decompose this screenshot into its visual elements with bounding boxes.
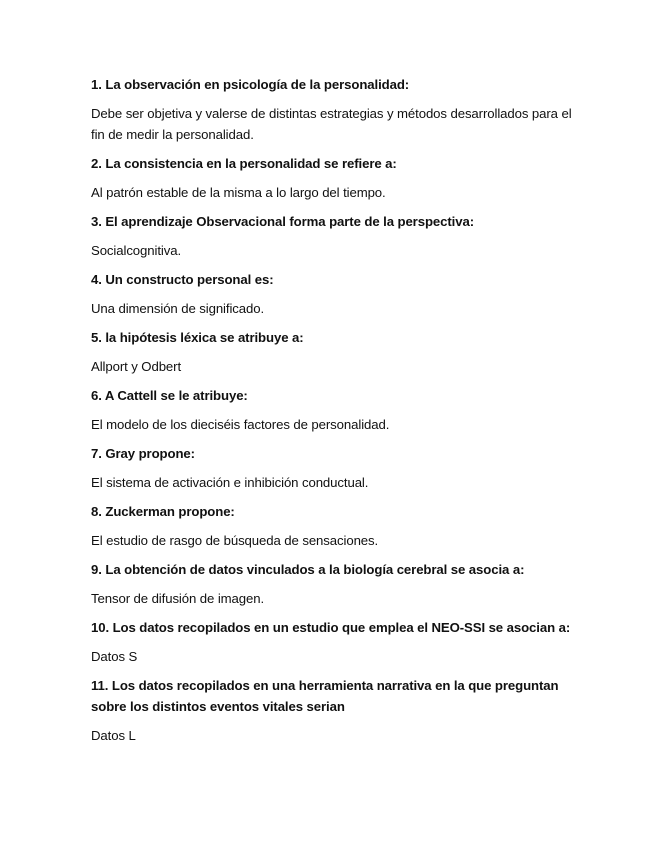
qa-item-8 xyxy=(91,501,581,551)
answer-7: El sistema de activación e inhibición conductual. xyxy=(91,475,369,490)
question-2: 2. La consistencia en la personalidad se refiere a: xyxy=(91,156,397,171)
qa-item-6 xyxy=(91,385,581,435)
question-6: 6. A Cattell se le atribuye: xyxy=(91,388,248,403)
answer-1: Debe ser objetiva y valerse de distintas estrategias y métodos desarrollados para el fin de medir la personalidad. xyxy=(91,106,572,142)
qa-item-7 xyxy=(91,443,581,493)
question-9: 9. La obtención de datos vinculados a la biología cerebral se asocia a: xyxy=(91,562,525,577)
qa-item-1 xyxy=(91,74,581,145)
qa-item-10 xyxy=(91,617,581,667)
qa-item-2 xyxy=(91,153,581,203)
answer-3: Socialcognitiva. xyxy=(91,243,182,258)
qa-item-3 xyxy=(91,211,581,261)
question-8: 8. Zuckerman propone: xyxy=(91,504,235,519)
question-7: 7. Gray propone: xyxy=(91,446,195,461)
question-3: 3. El aprendizaje Observacional forma parte de la perspectiva: xyxy=(91,214,474,229)
qa-item-5 xyxy=(91,327,581,377)
answer-6: El modelo de los dieciséis factores de personalidad. xyxy=(91,417,390,432)
question-4: 4. Un constructo personal es: xyxy=(91,272,274,287)
answer-5: Allport y Odbert xyxy=(91,359,182,374)
question-10: 10. Los datos recopilados en un estudio que emplea el NEO-SSI se asocian a: xyxy=(91,620,571,635)
answer-2: Al patrón estable de la misma a lo largo del tiempo. xyxy=(91,185,386,200)
answer-4: Una dimensión de significado. xyxy=(91,301,265,316)
answer-8: El estudio de rasgo de búsqueda de sensaciones. xyxy=(91,533,379,548)
question-5: 5. la hipótesis léxica se atribuye a: xyxy=(91,330,304,345)
qa-item-11 xyxy=(91,675,581,746)
answer-9: Tensor de difusión de imagen. xyxy=(91,591,265,606)
document-body xyxy=(91,74,581,754)
qa-item-4 xyxy=(91,269,581,319)
question-11: 11. Los datos recopilados en una herramienta narrativa en la que preguntan sobre los distintos eventos vitales serian xyxy=(91,678,559,714)
question-1: 1. La observación en psicología de la personalidad: xyxy=(91,77,410,92)
answer-11: Datos L xyxy=(91,728,136,743)
answer-10: Datos S xyxy=(91,649,138,664)
qa-item-9 xyxy=(91,559,581,609)
